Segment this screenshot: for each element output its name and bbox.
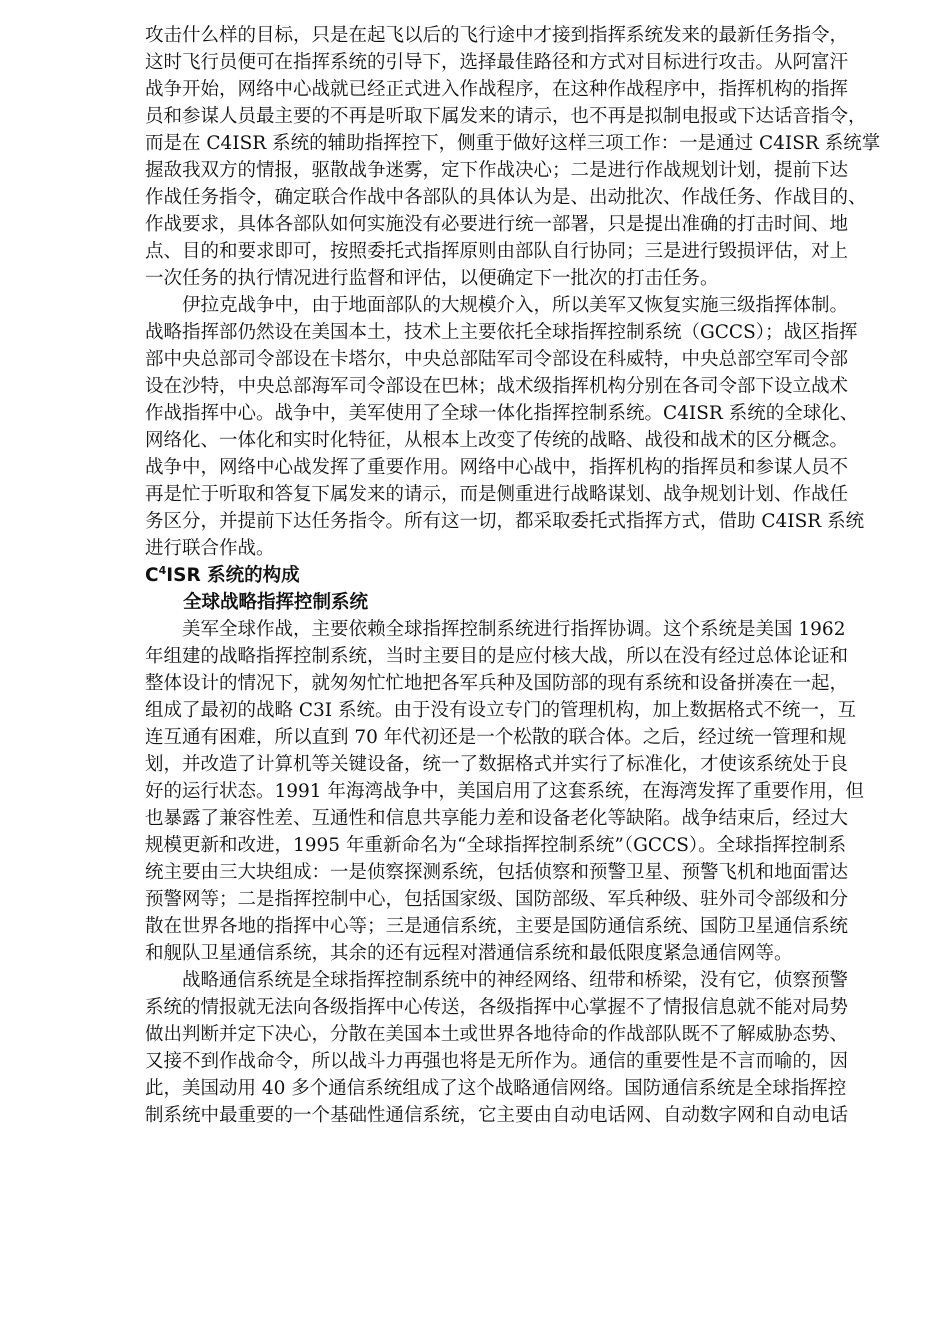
text-line: 又接不到作战命令，所以战斗力再强也将是无所作为。通信的重要性是不言而喻的，因 — [145, 1051, 849, 1072]
text-line: 员和参谋人员最主要的不再是听取下属发来的请示，也不再是拟制电报或下达话音指令， — [145, 106, 867, 127]
text-line: 战略指挥部仍然设在美国本土，技术上主要依托全球指挥控制系统（GCCS）；战区指挥 — [145, 322, 858, 343]
text-line: 战争中，网络中心战发挥了重要作用。网络中心战中，指挥机构的指挥员和参谋人员不 — [145, 457, 849, 478]
text-line: 组成了最初的战略 C3I 系统。由于没有设立专门的管理机构，加上数据格式不统一，互 — [145, 700, 856, 721]
text-line: 一次任务的执行情况进行监督和评估，以便确定下一批次的打击任务。 — [145, 268, 719, 289]
text-line: 规模更新和改进，1995 年重新命名为“全球指挥控制系统”（GCCS）。全球指挥控制系 — [145, 835, 847, 856]
text-line: 战争开始，网络中心战就已经正式进入作战程序，在这种作战程序中，指挥机构的指挥 — [145, 79, 849, 100]
text-line: 再是忙于听取和答复下属发来的请示，而是侧重进行战略谋划、战争规划计划、作战任 — [145, 484, 849, 505]
text-line: 作战要求，具体各部队如何实施没有必要进行统一部署，只是提出准确的打击时间、地 — [145, 214, 849, 235]
text-line: 部中央总部司令部设在卡塔尔，中央总部陆军司令部设在科威特，中央总部空军司令部 — [145, 349, 849, 370]
heading-prefix: C — [145, 565, 159, 586]
text-line: 网络化、一体化和实时化特征，从根本上改变了传统的战略、战役和战术的区分概念。 — [145, 430, 849, 451]
text-line: 握敌我双方的情报，驱散战争迷雾，定下作战决心；二是进行作战规划计划，提前下达 — [145, 160, 849, 181]
text-line: 设在沙特，中央总部海军司令部设在巴林；战术级指挥机构分别在各司令部下设立战术 — [145, 376, 849, 397]
text-line: 攻击什么样的目标，只是在起飞以后的飞行途中才接到指挥系统发来的最新任务指令， — [145, 25, 849, 46]
text-line: 也暴露了兼容性差、互通性和信息共享能力差和设备老化等缺陷。战争结束后，经过大 — [145, 808, 849, 829]
text-line: 预警网等；二是指挥控制中心，包括国家级、国防部级、军兵种级、驻外司令部级和分 — [145, 889, 849, 910]
text-line: 整体设计的情况下，就匆匆忙忙地把各军兵种及国防部的现有系统和设备拼凑在一起， — [145, 673, 849, 694]
text-line: 好的运行状态。1991 年海湾战争中，美国启用了这套系统，在海湾发挥了重要作用，但 — [145, 781, 864, 802]
text-line: 统主要由三大块组成：一是侦察探测系统，包括侦察和预警卫星、预警飞机和地面雷达 — [145, 862, 849, 883]
text-line: 伊拉克战争中，由于地面部队的大规模介入，所以美军又恢复实施三级指挥体制。 — [145, 295, 849, 316]
heading-rest: ISR 系统的构成 — [166, 565, 300, 586]
text-line: 散在世界各地的指挥中心等；三是通信系统，主要是国防通信系统、国防卫星通信系统 — [145, 916, 849, 937]
text-line: 务区分，并提前下达任务指令。所有这一切，都采取委托式指挥方式，借助 C4ISR 系统 — [145, 511, 865, 532]
text-line: 和舰队卫星通信系统，其余的还有远程对潜通信系统和最低限度紧急通信网等。 — [145, 943, 793, 964]
text-line: 作战任务指令，确定联合作战中各部队的具体认为是、出动批次、作战任务、作战目的、 — [145, 187, 867, 208]
text-line: 系统的情报就无法向各级指挥中心传送，各级指挥中心掌握不了情报信息就不能对局势 — [145, 997, 849, 1018]
text-line: 连互通有困难，所以直到 70 年代初还是一个松散的联合体。之后，经过统一管理和规 — [145, 727, 847, 748]
text-line: 制系统中最重要的一个基础性通信系统，它主要由自动电话网、自动数字网和自动电话 — [145, 1105, 849, 1126]
text-line: 划，并改造了计算机等关键设备，统一了数据格式并实行了标准化，才使该系统处于良 — [145, 754, 849, 775]
text-line: 美军全球作战，主要依赖全球指挥控制系统进行指挥协调。这个系统是美国 1962 — [145, 619, 846, 640]
text-line: 点、目的和要求即可，按照委托式指挥原则由部队自行协同；三是进行毁损评估，对上 — [145, 241, 849, 262]
text-line: 这时飞行员便可在指挥系统的引导下，选择最佳路径和方式对目标进行攻击。从阿富汗 — [145, 52, 849, 73]
text-line: 年组建的战略指挥控制系统，当时主要目的是应付核大战，所以在没有经过总体论证和 — [145, 646, 849, 667]
section-heading — [145, 562, 300, 589]
text-line: 而是在 C4ISR 系统的辅助指挥控下，侧重于做好这样三项工作：一是通过 C4ISR 系统掌 — [145, 133, 881, 154]
heading-superscript: 4 — [158, 563, 167, 577]
subsection-heading: 全球战略指挥控制系统 — [183, 592, 369, 613]
text-line: 进行联合作战。 — [145, 538, 275, 559]
text-line: 做出判断并定下决心，分散在美国本土或世界各地待命的作战部队既不了解威胁态势、 — [145, 1024, 849, 1045]
text-line: 战略通信系统是全球指挥控制系统中的神经网络、纽带和桥梁，没有它，侦察预警 — [145, 970, 849, 991]
text-line: 作战指挥中心。战争中，美军使用了全球一体化指挥控制系统。C4ISR 系统的全球化、 — [145, 403, 859, 424]
text-line: 此，美国动用 40 多个通信系统组成了这个战略通信网络。国防通信系统是全球指挥控 — [145, 1078, 847, 1099]
